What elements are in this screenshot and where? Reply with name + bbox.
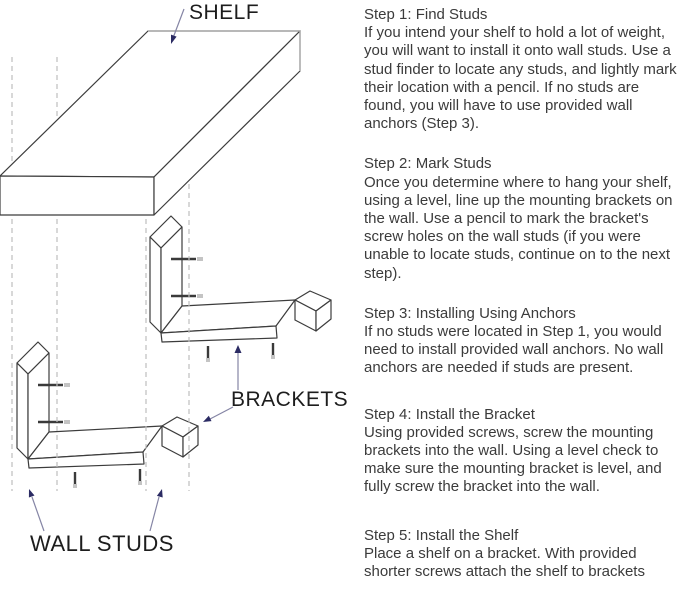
step-2-body: Once you determine where to hang your shelf, using a level, line up the mounting brackets on the wall. Use a pencil to mark the bracket's screw holes on the wall studs (if you were unable to locate studs, continue on to the next step).	[364, 173, 673, 282]
instruction-steps	[364, 6, 678, 603]
step-5-title: Step 5: Install the Shelf	[364, 526, 519, 544]
step-5	[364, 527, 678, 582]
step-2-title: Step 2: Mark Studs	[364, 155, 492, 173]
lower-bracket	[17, 342, 198, 488]
wall-studs-arrow-left	[29, 489, 44, 531]
wall-studs-label: WALL STUDS	[30, 531, 174, 556]
step-5-body: Place a shelf on a bracket. With provided shorter screws attach the shelf to brackets	[364, 544, 645, 581]
brackets-arrow-upper	[235, 345, 242, 390]
shelf-label: SHELF	[189, 1, 260, 24]
shelf-front-face	[0, 176, 154, 215]
step-3-title: Step 3: Installing Using Anchors	[364, 304, 576, 322]
brackets-arrow-lower	[203, 407, 233, 422]
step-4-title: Step 4: Install the Bracket	[364, 405, 535, 423]
step-1-body: If you intend your shelf to hold a lot of weight, you will want to install it onto wall studs. Use a stud finder to locate any studs, and lightly mark their location with a pencil. If no studs are found, you will have to use provided wall anchors (Step 3).	[364, 24, 677, 133]
installation-diagram	[0, 0, 360, 556]
step-1-title: Step 1: Find Studs	[364, 6, 488, 23]
brackets-label: BRACKETS	[231, 388, 349, 411]
wall-studs-arrow-right	[150, 489, 163, 531]
step-4-body: Using provided screws, screw the mounting brackets into the wall. Using a level check to make sure the mounting bracket is level, and fully screw the bracket into the wall.	[364, 423, 662, 496]
step-1	[364, 6, 678, 133]
step-3-body: If no studs were located in Step 1, you would need to install provided wall anchors. No wall anchors are needed if studs are present.	[364, 323, 664, 377]
step-2	[364, 155, 678, 282]
step-3	[364, 305, 678, 378]
upper-bracket	[150, 216, 331, 362]
step-4	[364, 406, 678, 497]
shelf-drawing	[0, 31, 300, 215]
